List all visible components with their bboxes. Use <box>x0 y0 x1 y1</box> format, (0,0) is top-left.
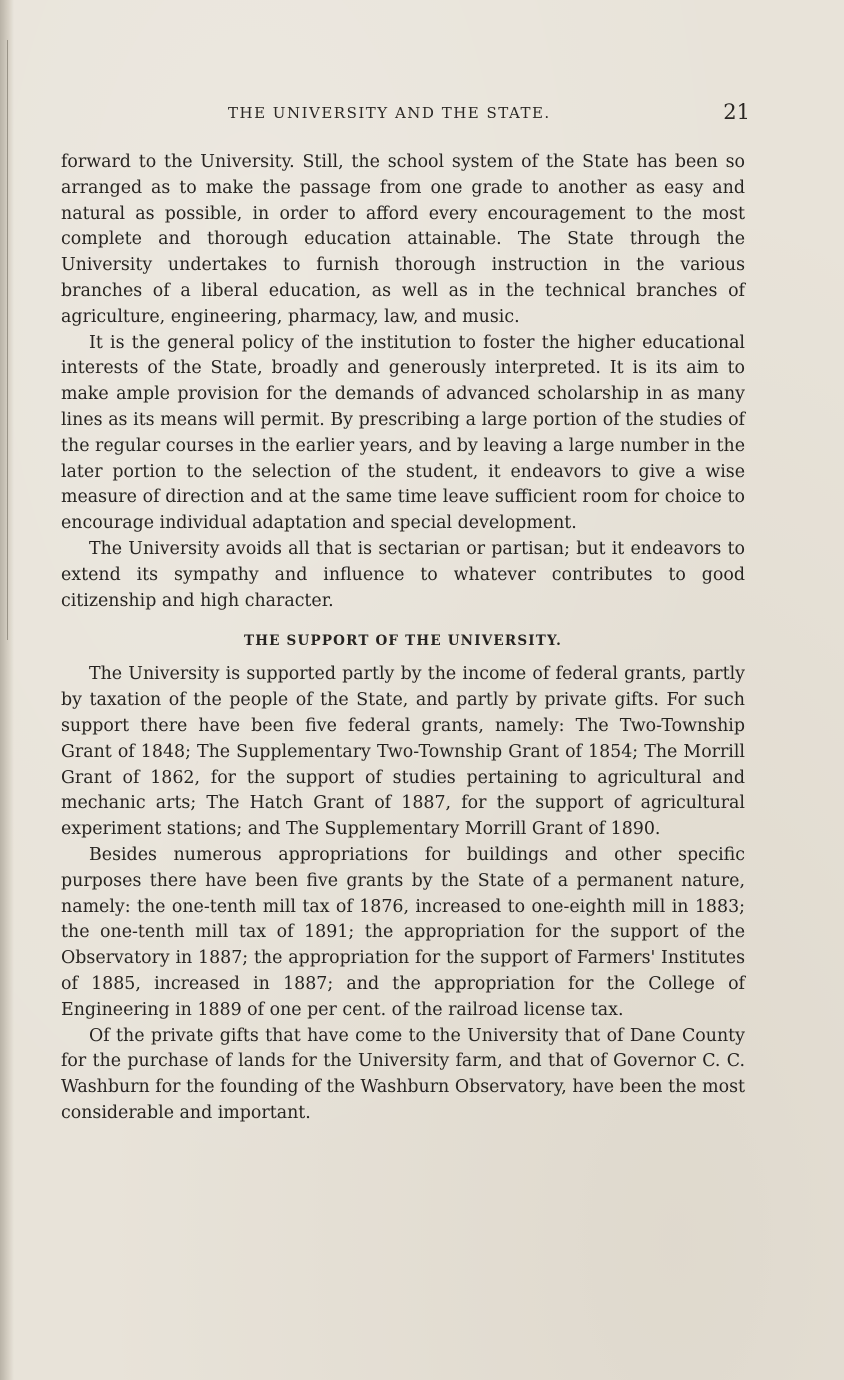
book-spine-shadow <box>0 0 14 1380</box>
paragraph-federal-grants: The University is supported partly by the income of federal grants, partly by taxation of the people of the State, and partly by private gifts. For such support there have been five federal grants, namely: The Two-Township Grant of 1848; The Supplementary Two-Township Grant of 1854; The Morrill Grant of 1862, for the support of studies pertaining to agricultural and mechanic arts; The Hatch Grant of 1887, for the support of agricultural experiment stations; and The Supplementary Morrill Grant of 1890. <box>61 664 745 840</box>
paragraph-general-policy: It is the general policy of the institution to foster the higher educational interests of the State, broadly and generously interpreted. It is its aim to make ample provision for the demands of advanced scholarship in as many lines as its means will permit. By prescribing a large portion of the studies of the regular courses in the earlier years, and by leaving a large number in the later portion to the selection of the student, it endeavors to give a wise measure of direction and at the same time leave sufficient room for choice to encourage individual adaptation and special development. <box>61 332 745 534</box>
spine-edge-line <box>7 40 8 640</box>
paragraph-private-gifts: Of the private gifts that have come to the University that of Dane County for the purchase of lands for the University farm, and that of Governor C. C. Washburn for the founding of the Washburn Observatory, have been the most considerable and important. <box>61 1025 745 1123</box>
paragraph-nonsectarian: The University avoids all that is sectarian or partisan; but it endeavors to extend its sympathy and influence to whatever contributes to good citizenship and high character. <box>61 538 745 611</box>
running-head: THE UNIVERSITY AND THE STATE. <box>228 104 551 122</box>
page-body <box>61 150 745 1127</box>
section-heading: THE SUPPORT OF THE UNIVERSITY. <box>243 633 563 650</box>
page-number: 21 <box>723 100 750 124</box>
page-header <box>60 100 750 128</box>
paragraph-state-grants: Besides numerous appropriations for buildings and other specific purposes there have been five grants by the State of a permanent nature, namely: the one-tenth mill tax of 1876, increased to one-eighth mill in 1883; the one-tenth mill tax of 1891; the appropriation for the support of the Observatory in 1887; the appropriation for the support of Farmers' Institutes of 1885, increased in 1887; and the appropriation for the College of Engineering in 1889 of one per cent. of the railroad license tax. <box>61 844 745 1020</box>
paragraph-continued: forward to the University. Still, the school system of the State has been so arranged as to make the passage from one grade to another as easy and natural as possible, in order to afford every encouragement to the most complete and thorough education attainable. The State through the University undertakes to furnish thorough instruction in the various branches of a liberal education, as well as in the technical branches of agriculture, engineering, pharmacy, law, and music. <box>61 152 745 327</box>
